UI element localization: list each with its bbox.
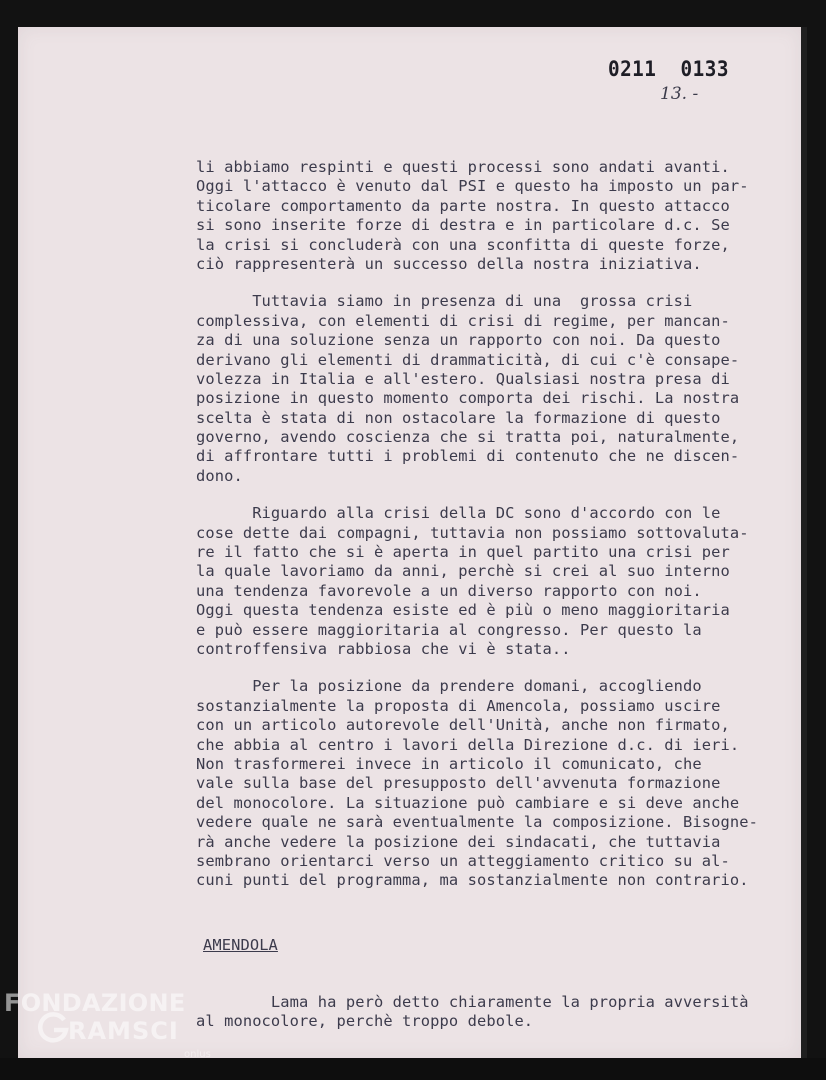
text-line: dono. bbox=[196, 466, 243, 485]
text-line: cuni punti del programma, ma sostanzialmente non contrario. bbox=[196, 871, 749, 890]
paragraph bbox=[196, 158, 796, 274]
text-line: Riguardo alla crisi della DC sono d'accordo con le bbox=[196, 504, 721, 523]
text-line: scelta è stata di non ostacolare la formazione di questo bbox=[196, 408, 721, 427]
text-line: Oggi questa tendenza esiste ed è più o meno maggioritaria bbox=[196, 601, 730, 620]
text-line: Lama ha però detto chiaramente la propria avversità bbox=[196, 993, 749, 1011]
text-line: e può essere maggioritaria al congresso. Per questo la bbox=[196, 620, 702, 639]
text-line: Per la posizione da prendere domani, accogliendo bbox=[196, 677, 702, 696]
text-line: si sono inserite forze di destra e in particolare d.c. Se bbox=[196, 216, 730, 235]
watermark-g-logo-icon bbox=[36, 1011, 70, 1045]
page-edge bbox=[801, 27, 807, 1058]
final-paragraph bbox=[196, 993, 796, 1032]
text-line: volezza in Italia e all'estero. Qualsiasi nostra presa di bbox=[196, 369, 730, 388]
text-line: vedere quale ne sarà eventualmente la composizione. Bisogne- bbox=[196, 813, 758, 832]
paragraph bbox=[196, 504, 796, 659]
text-line: una tendenza favorevole a un diverso rapporto con noi. bbox=[196, 581, 702, 600]
text-line: con un articolo autorevole dell'Unità, anche non firmato, bbox=[196, 716, 730, 735]
text-line: Tuttavia siamo in presenza di una grossa crisi bbox=[196, 292, 693, 311]
paragraph bbox=[196, 292, 796, 486]
text-line: del monocolore. La situazione può cambiare e si deve anche bbox=[196, 793, 740, 812]
text-line: ticolare comportamento da parte nostra. In questo attacco bbox=[196, 196, 730, 215]
text-line: sostanzialmente la proposta di Amencola, possiamo uscire bbox=[196, 696, 721, 715]
text-line: rà anche vedere la posizione dei sindacati, che tuttavia bbox=[196, 832, 721, 851]
text-line: la crisi si concluderà con una sconfitta di queste forze, bbox=[196, 235, 730, 254]
text-line: di affrontare tutti i problemi di contenuto che ne discen- bbox=[196, 447, 740, 466]
text-line: complessiva, con elementi di crisi di regime, per mancan- bbox=[196, 311, 730, 330]
text-line: ciò rappresenterà un successo della nostra iniziativa. bbox=[196, 254, 702, 273]
text-line: Oggi l'attacco è venuto dal PSI e questo ha imposto un par- bbox=[196, 177, 749, 196]
text-line: za di una soluzione senza un rapporto con noi. Da questo bbox=[196, 331, 721, 350]
text-line: che abbia al centro i lavori della Direzione d.c. di ieri. bbox=[196, 735, 740, 754]
text-line: controffensiva rabbiosa che vi è stata.. bbox=[196, 639, 571, 658]
text-line: li abbiamo respinti e questi processi sono andati avanti. bbox=[196, 158, 730, 176]
text-line: vale sulla base del presupposto dell'avvenuta formazione bbox=[196, 774, 721, 793]
speaker-heading: AMENDOLA bbox=[203, 936, 278, 954]
watermark-suffix: onlus bbox=[184, 1049, 211, 1060]
watermark-line-2: RAMSCI bbox=[68, 1017, 179, 1045]
text-line: re il fatto che si è aperta in quel partito una crisi per bbox=[196, 543, 730, 562]
text-line: la quale lavoriamo da anni, perchè si crei al suo interno bbox=[196, 562, 730, 581]
body-text bbox=[196, 158, 796, 891]
document-number: 0211 0133 bbox=[608, 57, 729, 81]
text-line: cose dette dai compagni, tuttavia non possiamo sottovaluta- bbox=[196, 523, 749, 542]
text-line: sembrano orientarci verso un atteggiamento critico su al- bbox=[196, 851, 730, 870]
watermark-line-1: FONDAZIONE bbox=[4, 989, 186, 1017]
fondazione-gramsci-watermark bbox=[4, 989, 214, 1069]
paragraph bbox=[196, 677, 796, 890]
handwritten-page-number: 13. - bbox=[660, 84, 699, 104]
text-line: posizione in questo momento comporta dei rischi. La nostra bbox=[196, 389, 740, 408]
text-line: derivano gli elementi di drammaticità, di cui c'è consape- bbox=[196, 350, 740, 369]
text-line: governo, avendo coscienza che si tratta poi, naturalmente, bbox=[196, 428, 740, 447]
text-line: al monocolore, perchè troppo debole. bbox=[196, 1012, 534, 1031]
text-line: Non trasformerei invece in articolo il comunicato, che bbox=[196, 754, 702, 773]
